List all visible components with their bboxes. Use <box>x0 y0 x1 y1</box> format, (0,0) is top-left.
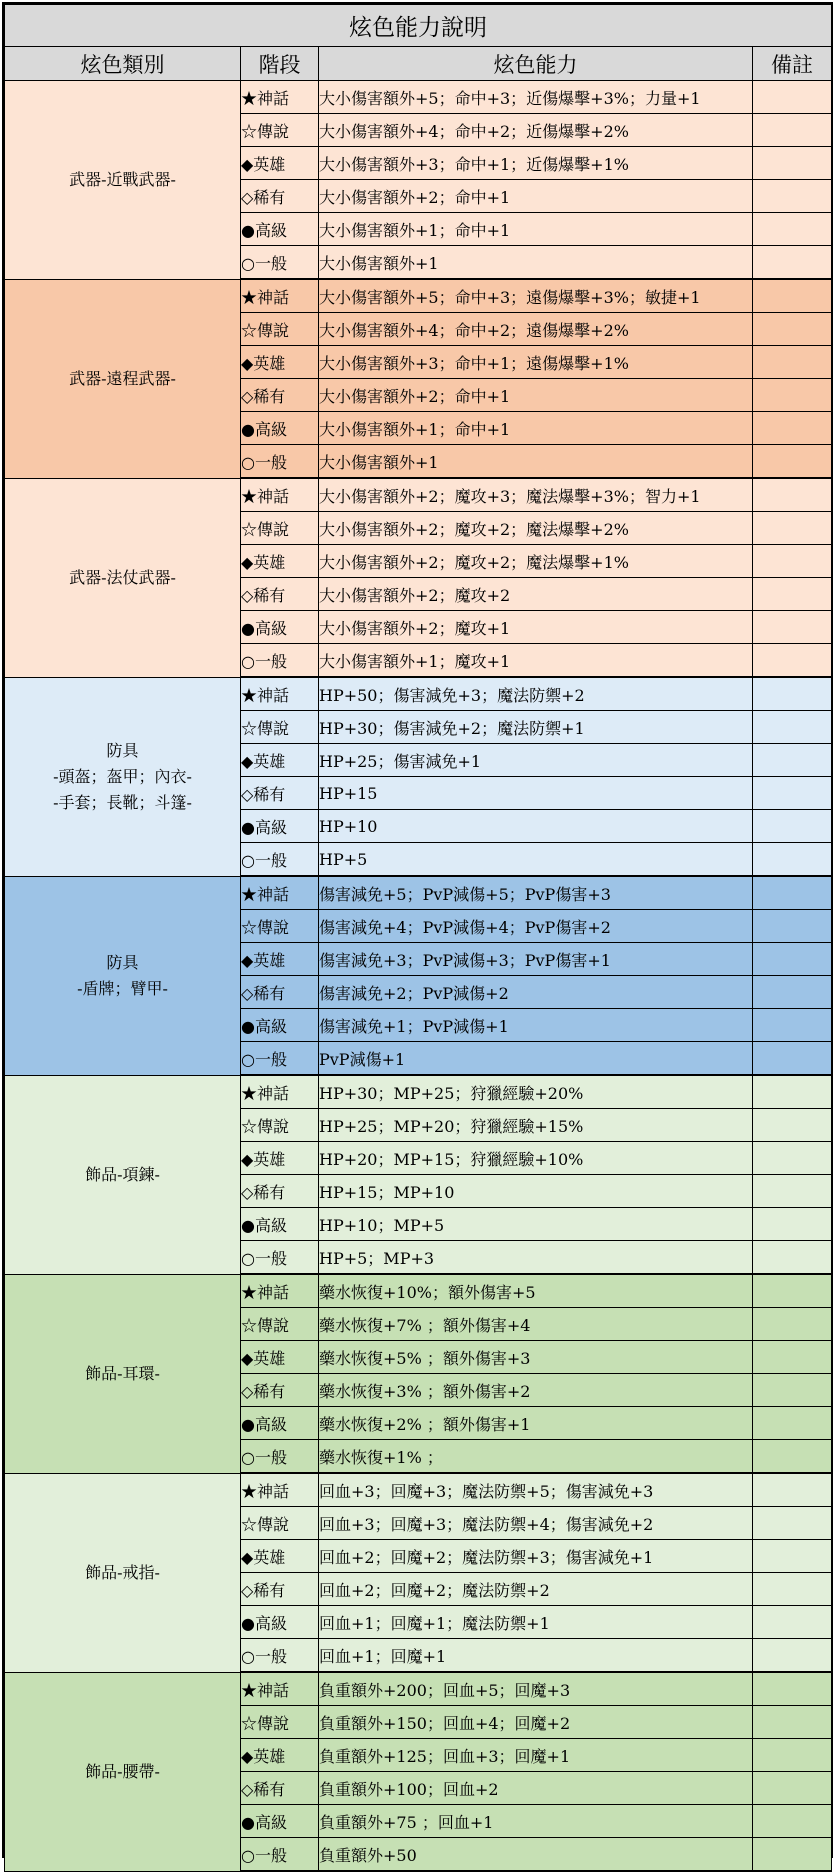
table-row <box>5 478 832 512</box>
tier-cell: ○一般 <box>241 246 319 280</box>
ability-table <box>4 4 832 1872</box>
note-cell <box>753 213 832 246</box>
tier-cell: ◆英雄 <box>241 1739 319 1772</box>
note-cell <box>753 843 832 877</box>
ability-cell: 回血+1；回魔+1；魔法防禦+1 <box>319 1606 753 1639</box>
ability-cell: HP+10；MP+5 <box>319 1208 753 1241</box>
note-cell <box>753 1109 832 1142</box>
tier-cell: ●高級 <box>241 1208 319 1241</box>
ability-cell: 負重額外+200；回血+5；回魔+3 <box>319 1672 753 1706</box>
ability-cell: 藥水恢復+2% ；額外傷害+1 <box>319 1407 753 1440</box>
ability-cell: 負重額外+75 ；回血+1 <box>319 1805 753 1838</box>
tier-cell: ◆英雄 <box>241 744 319 777</box>
tier-cell: ○一般 <box>241 1838 319 1872</box>
tier-cell: ☆傳說 <box>241 910 319 943</box>
tier-cell: ●高級 <box>241 1805 319 1838</box>
note-cell <box>753 943 832 976</box>
ability-cell: 藥水恢復+10%；額外傷害+5 <box>319 1274 753 1308</box>
table-row <box>5 1672 832 1706</box>
tier-cell: ☆傳說 <box>241 711 319 744</box>
category-cell <box>5 1075 241 1274</box>
table-row <box>5 1274 832 1308</box>
ability-cell: HP+50；傷害減免+3；魔法防禦+2 <box>319 677 753 711</box>
ability-cell: 大小傷害額外+4；命中+2；遠傷爆擊+2% <box>319 313 753 346</box>
ability-cell: 大小傷害額外+4；命中+2；近傷爆擊+2% <box>319 114 753 147</box>
ability-cell: HP+15 <box>319 777 753 810</box>
ability-cell: HP+20；MP+15；狩獵經驗+10% <box>319 1142 753 1175</box>
tier-cell: ●高級 <box>241 1407 319 1440</box>
header-tier: 階段 <box>241 47 319 81</box>
ability-cell: 大小傷害額外+2；魔攻+3；魔法爆擊+3%；智力+1 <box>319 478 753 512</box>
note-cell <box>753 1308 832 1341</box>
category-cell <box>5 81 241 280</box>
note-cell <box>753 1175 832 1208</box>
category-label: -手套；長靴；斗篷- <box>53 792 192 812</box>
ability-cell: 回血+2；回魔+2；魔法防禦+2 <box>319 1573 753 1606</box>
note-cell <box>753 1142 832 1175</box>
tier-cell: ◇稀有 <box>241 578 319 611</box>
note-cell <box>753 1639 832 1673</box>
table-body <box>5 81 832 1872</box>
category-label: 飾品-腰帶- <box>85 1761 160 1781</box>
category-label: -盾牌；臂甲- <box>77 978 168 998</box>
note-cell <box>753 279 832 313</box>
table-row <box>5 1075 832 1109</box>
note-cell <box>753 445 832 479</box>
note-cell <box>753 1739 832 1772</box>
category-label: -頭盔；盔甲；內衣- <box>53 766 192 786</box>
tier-cell: ★神話 <box>241 279 319 313</box>
note-cell <box>753 478 832 512</box>
category-cell <box>5 1672 241 1871</box>
ability-cell: 傷害減免+1；PvP減傷+1 <box>319 1009 753 1042</box>
tier-cell: ★神話 <box>241 1672 319 1706</box>
tier-cell: ●高級 <box>241 810 319 843</box>
ability-cell: HP+10 <box>319 810 753 843</box>
note-cell <box>753 1507 832 1540</box>
tier-cell: ★神話 <box>241 478 319 512</box>
tier-cell: ★神話 <box>241 876 319 910</box>
table-row <box>5 1473 832 1507</box>
ability-cell: 傷害減免+3；PvP減傷+3；PvP傷害+1 <box>319 943 753 976</box>
note-cell <box>753 114 832 147</box>
tier-cell: ★神話 <box>241 1075 319 1109</box>
tier-cell: ◇稀有 <box>241 1772 319 1805</box>
note-cell <box>753 976 832 1009</box>
ability-cell: 傷害減免+5；PvP減傷+5；PvP傷害+3 <box>319 876 753 910</box>
note-cell <box>753 545 832 578</box>
note-cell <box>753 1540 832 1573</box>
tier-cell: ☆傳說 <box>241 1109 319 1142</box>
tier-cell: ◇稀有 <box>241 1573 319 1606</box>
tier-cell: ●高級 <box>241 1009 319 1042</box>
category-cell <box>5 478 241 677</box>
category-cell <box>5 1473 241 1672</box>
ability-cell: 大小傷害額外+2；魔攻+2；魔法爆擊+2% <box>319 512 753 545</box>
ability-cell: HP+25；傷害減免+1 <box>319 744 753 777</box>
category-label: 飾品-戒指- <box>85 1562 160 1582</box>
note-cell <box>753 1075 832 1109</box>
category-cell <box>5 677 241 876</box>
tier-cell: ☆傳說 <box>241 1507 319 1540</box>
tier-cell: ◇稀有 <box>241 1175 319 1208</box>
ability-cell: 傷害減免+4；PvP減傷+4；PvP傷害+2 <box>319 910 753 943</box>
ability-cell: 大小傷害額外+1 <box>319 246 753 280</box>
note-cell <box>753 512 832 545</box>
ability-cell: 大小傷害額外+5；命中+3；遠傷爆擊+3%；敏捷+1 <box>319 279 753 313</box>
tier-cell: ◆英雄 <box>241 943 319 976</box>
table-row <box>5 81 832 114</box>
tier-cell: ◆英雄 <box>241 1142 319 1175</box>
category-label: 飾品-項鍊- <box>85 1164 160 1184</box>
tier-cell: ◆英雄 <box>241 545 319 578</box>
ability-sheet <box>2 2 833 1865</box>
note-cell <box>753 147 832 180</box>
tier-cell: ○一般 <box>241 1241 319 1275</box>
table-row <box>5 279 832 313</box>
tier-cell: ◇稀有 <box>241 1374 319 1407</box>
note-cell <box>753 379 832 412</box>
ability-cell: 藥水恢復+3% ；額外傷害+2 <box>319 1374 753 1407</box>
note-cell <box>753 876 832 910</box>
tier-cell: ●高級 <box>241 213 319 246</box>
ability-cell: 大小傷害額外+2；魔攻+1 <box>319 611 753 644</box>
note-cell <box>753 1440 832 1474</box>
note-cell <box>753 1407 832 1440</box>
ability-cell: 大小傷害額外+1；命中+1 <box>319 412 753 445</box>
tier-cell: ○一般 <box>241 445 319 479</box>
note-cell <box>753 711 832 744</box>
header-ability: 炫色能力 <box>319 47 753 81</box>
tier-cell: ☆傳說 <box>241 512 319 545</box>
category-label: 防具 <box>106 740 139 760</box>
ability-cell: 回血+1；回魔+1 <box>319 1639 753 1673</box>
tier-cell: ★神話 <box>241 1473 319 1507</box>
note-cell <box>753 1208 832 1241</box>
note-cell <box>753 246 832 280</box>
tier-cell: ☆傳說 <box>241 1706 319 1739</box>
ability-cell: HP+5 <box>319 843 753 877</box>
note-cell <box>753 910 832 943</box>
ability-cell: 藥水恢復+5% ；額外傷害+3 <box>319 1341 753 1374</box>
category-label: 飾品-耳環- <box>85 1363 160 1383</box>
note-cell <box>753 1838 832 1872</box>
note-cell <box>753 1241 832 1275</box>
ability-cell: 大小傷害額外+3；命中+1；近傷爆擊+1% <box>319 147 753 180</box>
note-cell <box>753 1473 832 1507</box>
tier-cell: ●高級 <box>241 1606 319 1639</box>
ability-cell: HP+30；MP+25；狩獵經驗+20% <box>319 1075 753 1109</box>
tier-cell: ○一般 <box>241 1639 319 1673</box>
ability-cell: 回血+2；回魔+2；魔法防禦+3；傷害減免+1 <box>319 1540 753 1573</box>
tier-cell: ○一般 <box>241 1042 319 1076</box>
note-cell <box>753 313 832 346</box>
category-label: 武器-遠程武器- <box>69 368 176 388</box>
note-cell <box>753 1341 832 1374</box>
tier-cell: ◆英雄 <box>241 346 319 379</box>
note-cell <box>753 810 832 843</box>
note-cell <box>753 346 832 379</box>
tier-cell: ◆英雄 <box>241 147 319 180</box>
note-cell <box>753 578 832 611</box>
note-cell <box>753 180 832 213</box>
tier-cell: ◇稀有 <box>241 777 319 810</box>
category-label: 武器-法仗武器- <box>69 567 176 587</box>
note-cell <box>753 81 832 114</box>
ability-cell: PvP減傷+1 <box>319 1042 753 1076</box>
ability-cell: HP+15；MP+10 <box>319 1175 753 1208</box>
table-row <box>5 876 832 910</box>
tier-cell: ◇稀有 <box>241 976 319 1009</box>
note-cell <box>753 777 832 810</box>
note-cell <box>753 1805 832 1838</box>
ability-cell: 大小傷害額外+5；命中+3；近傷爆擊+3%；力量+1 <box>319 81 753 114</box>
ability-cell: 負重額外+100；回血+2 <box>319 1772 753 1805</box>
category-cell <box>5 279 241 478</box>
note-cell <box>753 1009 832 1042</box>
ability-cell: 藥水恢復+7% ；額外傷害+4 <box>319 1308 753 1341</box>
note-cell <box>753 1672 832 1706</box>
note-cell <box>753 677 832 711</box>
ability-cell: 負重額外+125；回血+3；回魔+1 <box>319 1739 753 1772</box>
tier-cell: ★神話 <box>241 1274 319 1308</box>
note-cell <box>753 1573 832 1606</box>
ability-cell: 大小傷害額外+2；命中+1 <box>319 180 753 213</box>
tier-cell: ☆傳說 <box>241 1308 319 1341</box>
ability-cell: 大小傷害額外+1；魔攻+1 <box>319 644 753 678</box>
ability-cell: 大小傷害額外+2；魔攻+2；魔法爆擊+1% <box>319 545 753 578</box>
category-cell <box>5 876 241 1075</box>
header-note: 備註 <box>753 47 832 81</box>
ability-cell: 大小傷害額外+2；命中+1 <box>319 379 753 412</box>
ability-cell: 藥水恢復+1% ； <box>319 1440 753 1474</box>
ability-cell: 負重額外+50 <box>319 1838 753 1872</box>
tier-cell: ◆英雄 <box>241 1540 319 1573</box>
header-category: 炫色類別 <box>5 47 241 81</box>
note-cell <box>753 1042 832 1076</box>
note-cell <box>753 412 832 445</box>
note-cell <box>753 1706 832 1739</box>
ability-cell: 大小傷害額外+1 <box>319 445 753 479</box>
note-cell <box>753 1274 832 1308</box>
tier-cell: ◆英雄 <box>241 1341 319 1374</box>
tier-cell: ◇稀有 <box>241 180 319 213</box>
tier-cell: ○一般 <box>241 644 319 678</box>
ability-cell: 大小傷害額外+1；命中+1 <box>319 213 753 246</box>
tier-cell: ★神話 <box>241 677 319 711</box>
note-cell <box>753 744 832 777</box>
ability-cell: HP+25；MP+20；狩獵經驗+15% <box>319 1109 753 1142</box>
tier-cell: ●高級 <box>241 611 319 644</box>
note-cell <box>753 644 832 678</box>
category-label: 武器-近戰武器- <box>69 169 176 189</box>
ability-cell: HP+5；MP+3 <box>319 1241 753 1275</box>
note-cell <box>753 611 832 644</box>
ability-cell: 大小傷害額外+2；魔攻+2 <box>319 578 753 611</box>
tier-cell: ◇稀有 <box>241 379 319 412</box>
category-label: 防具 <box>106 952 139 972</box>
ability-cell: 負重額外+150；回血+4；回魔+2 <box>319 1706 753 1739</box>
tier-cell: ●高級 <box>241 412 319 445</box>
tier-cell: ☆傳說 <box>241 313 319 346</box>
table-row <box>5 677 832 711</box>
category-cell <box>5 1274 241 1473</box>
tier-cell: ○一般 <box>241 843 319 877</box>
tier-cell: ○一般 <box>241 1440 319 1474</box>
ability-cell: 回血+3；回魔+3；魔法防禦+4；傷害減免+2 <box>319 1507 753 1540</box>
ability-cell: 大小傷害額外+3；命中+1；遠傷爆擊+1% <box>319 346 753 379</box>
note-cell <box>753 1374 832 1407</box>
ability-cell: 傷害減免+2；PvP減傷+2 <box>319 976 753 1009</box>
ability-cell: HP+30；傷害減免+2；魔法防禦+1 <box>319 711 753 744</box>
note-cell <box>753 1606 832 1639</box>
tier-cell: ☆傳說 <box>241 114 319 147</box>
sheet-title: 炫色能力說明 <box>5 5 832 47</box>
tier-cell: ★神話 <box>241 81 319 114</box>
note-cell <box>753 1772 832 1805</box>
ability-cell: 回血+3；回魔+3；魔法防禦+5；傷害減免+3 <box>319 1473 753 1507</box>
